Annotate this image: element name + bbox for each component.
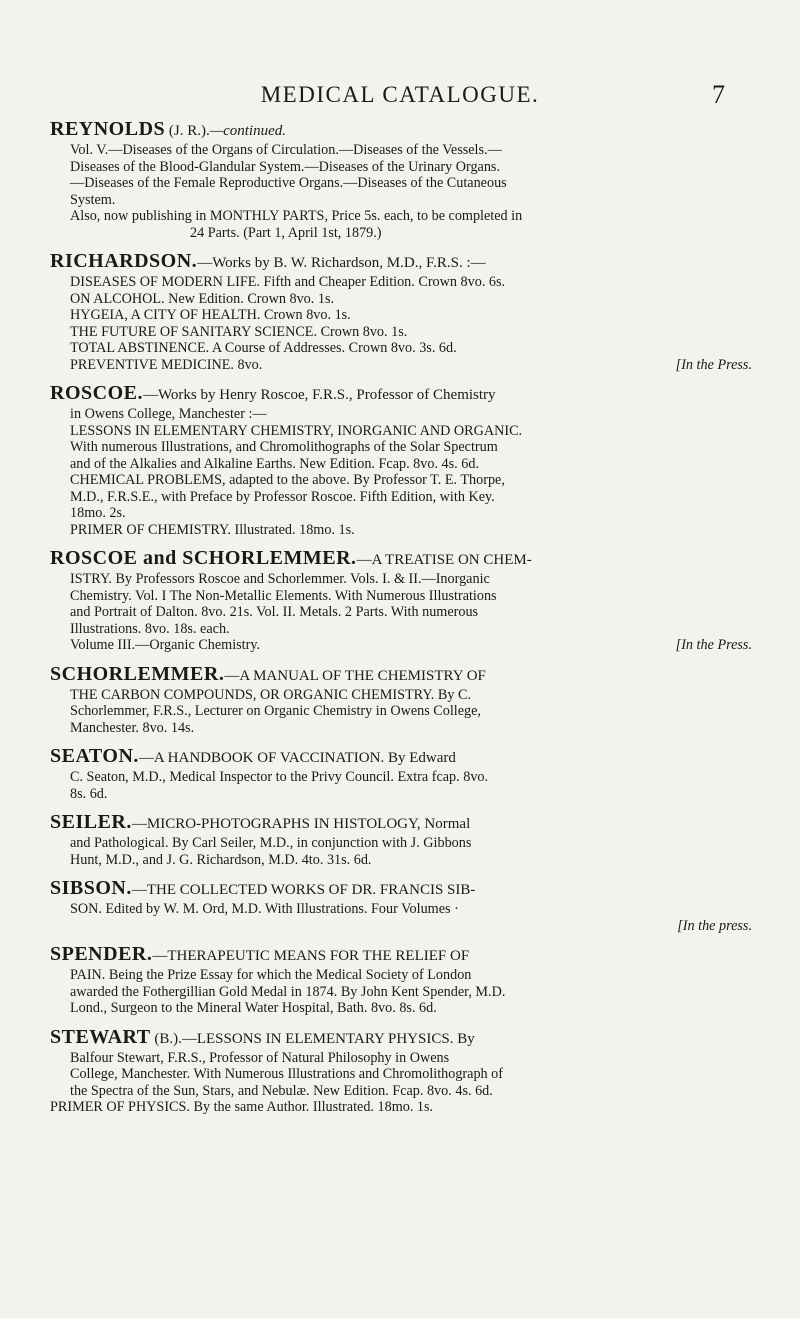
entry-line: ISTRY. By Professors Roscoe and Schorlemmer. Vols. I. & II.—Inorganic (70, 571, 490, 587)
entry-line: THE CARBON COMPOUNDS, OR ORGANIC CHEMISTRY. By C. (70, 686, 471, 703)
entry-line (50, 637, 752, 654)
entry-line: 18mo. 2s. (70, 505, 126, 521)
entry-line: PAIN. Being the Prize Essay for which the Medical Society of London (70, 967, 472, 983)
heading-text: —MICRO-PHOTOGRAPHS IN HISTOLOGY, Normal (131, 816, 471, 832)
entry-heading (50, 663, 752, 687)
entry-spender (50, 943, 752, 1017)
author-name: SEILER. (50, 811, 132, 833)
entry-line: Chemistry. Vol. I The Non-Metallic Elements. With Numerous Illustrations (70, 587, 497, 604)
heading-text: —Works by B. W. Richardson, M.D., F.R.S. :— (197, 255, 486, 271)
entry-line: LESSONS IN ELEMENTARY CHEMISTRY, INORGANIC AND ORGANIC. (70, 422, 523, 439)
entry-line: 24 Parts. (Part 1, April 1st, 1879.) (190, 224, 382, 241)
entry-line (50, 357, 752, 374)
entry-seaton (50, 745, 752, 802)
entry-heading (50, 547, 752, 571)
continued-note: —continued. (209, 123, 286, 139)
entry-line: TOTAL ABSTINENCE. A Course of Addresses. Crown 8vo. 3s. 6d. (70, 340, 457, 356)
page-number: 7 (712, 80, 725, 109)
author-name: SEATON. (50, 745, 139, 767)
entry-line (50, 918, 752, 935)
entry-heading (50, 745, 752, 769)
entry-line: M.D., F.R.S.E., with Preface by Professor Roscoe. Fifth Edition, with Key. (70, 488, 495, 505)
entry-seiler (50, 811, 752, 868)
heading-text: —A TREATISE ON CHEM- (356, 552, 532, 568)
entry-roscoe (50, 382, 752, 538)
entry-heading (50, 118, 752, 142)
entry-stewart (50, 1026, 752, 1116)
heading-text: —A HANDBOOK OF VACCINATION. By Edward (138, 750, 456, 766)
entry-line: and Pathological. By Carl Seiler, M.D., in conjunction with J. Gibbons (70, 835, 472, 851)
entry-line: and Portrait of Dalton. 8vo. 21s. Vol. II. Metals. 2 Parts. With numerous (70, 604, 479, 620)
entry-line: ON ALCOHOL. New Edition. Crown 8vo. 1s. (70, 290, 335, 307)
entry-line: With numerous Illustrations, and Chromolithographs of the Solar Spectrum (70, 439, 498, 455)
author-name: ROSCOE and SCHORLEMMER. (50, 547, 357, 569)
catalogue-entries (50, 118, 752, 1125)
entry-line: Manchester. 8vo. 14s. (70, 719, 195, 736)
entry-heading (50, 877, 752, 901)
entry-line: Diseases of the Blood-Glandular System.—Diseases of the Urinary Organs. (70, 158, 501, 175)
press-note: [In the Press. (675, 637, 752, 653)
entry-line: Schorlemmer, F.R.S., Lecturer on Organic Chemistry in Owens College, (70, 703, 481, 719)
heading-text: —Works by Henry Roscoe, F.R.S., Professor of Chemistry (142, 387, 496, 403)
entry-line: awarded the Fothergillian Gold Medal in 1874. By John Kent Spender, M.D. (70, 983, 506, 1000)
heading-text: —THE COLLECTED WORKS OF DR. FRANCIS SIB- (131, 882, 476, 898)
entry-line: College, Manchester. With Numerous Illustrations and Chromolithograph of (70, 1066, 503, 1082)
author-name: SCHORLEMMER. (50, 662, 225, 685)
entry-line: HYGEIA, A CITY OF HEALTH. Crown 8vo. 1s. (70, 307, 351, 323)
heading-text: (B.).—LESSONS IN ELEMENTARY PHYSICS. By (150, 1030, 475, 1047)
page-bottom-margin (0, 1318, 800, 1329)
heading-text: —A MANUAL OF THE CHEMISTRY OF (224, 667, 486, 684)
entry-richardson (50, 250, 752, 373)
entry-heading (50, 1026, 752, 1050)
entry-schorlemmer (50, 663, 752, 737)
entry-line: DISEASES OF MODERN LIFE. Fifth and Cheaper Edition. Crown 8vo. 6s. (70, 274, 506, 290)
entry-line: Vol. V.—Diseases of the Organs of Circulation.—Diseases of the Vessels.— (70, 142, 502, 158)
entry-sibson (50, 877, 752, 934)
author-name: RICHARDSON. (50, 250, 198, 272)
entry-line: PRIMER OF CHEMISTRY. Illustrated. 18mo. 1s. (70, 521, 355, 538)
running-head (0, 82, 800, 112)
entry-line-text: PREVENTIVE MEDICINE. 8vo. (70, 356, 263, 373)
entry-line: the Spectra of the Sun, Stars, and Nebulæ. New Edition. Fcap. 8vo. 4s. 6d. (70, 1082, 493, 1099)
entry-line: Illustrations. 8vo. 18s. each. (70, 620, 230, 637)
entry-line: System. (70, 191, 116, 208)
author-name: SPENDER. (50, 943, 153, 965)
entry-line: PRIMER OF PHYSICS. By the same Author. Illustrated. 18mo. 1s. (50, 1099, 434, 1115)
entry-line: in Owens College, Manchester :— (70, 406, 267, 422)
author-name: SIBSON. (50, 877, 132, 899)
entry-heading (50, 943, 752, 967)
entry-heading (50, 811, 752, 835)
heading-text: (J. R.). (165, 123, 210, 139)
entry-reynolds (50, 118, 752, 241)
author-name: STEWART (50, 1025, 151, 1048)
entry-line: and of the Alkalies and Alkaline Earths. New Edition. Fcap. 8vo. 4s. 6d. (70, 455, 479, 472)
entry-line: Balfour Stewart, F.R.S., Professor of Natural Philosophy in Owens (70, 1049, 450, 1066)
press-note: [In the Press. (675, 356, 752, 373)
entry-line: Lond., Surgeon to the Mineral Water Hospital, Bath. 8vo. 8s. 6d. (70, 1000, 437, 1016)
author-name: ROSCOE. (50, 382, 143, 404)
running-title: MEDICAL CATALOGUE. (260, 82, 540, 107)
author-name: REYNOLDS (50, 118, 166, 140)
entry-roscoe-schorlemmer (50, 547, 752, 654)
entry-line-text: Volume III.—Organic Chemistry. (70, 637, 261, 653)
entry-line: 8s. 6d. (70, 785, 108, 802)
entry-line: Also, now publishing in MONTHLY PARTS, Price 5s. each, to be completed in (70, 208, 523, 224)
entry-line: SON. Edited by W. M. Ord, M.D. With Illustrations. Four Volumes · (70, 901, 459, 917)
press-note: [In the press. (677, 917, 752, 934)
entry-line: —Diseases of the Female Reproductive Organs.—Diseases of the Cutaneous (70, 175, 507, 191)
entry-line: Hunt, M.D., and J. G. Richardson, M.D. 4to. 31s. 6d. (70, 851, 372, 868)
entry-line: THE FUTURE OF SANITARY SCIENCE. Crown 8vo. 1s. (70, 323, 408, 340)
entry-line: C. Seaton, M.D., Medical Inspector to the Privy Council. Extra fcap. 8vo. (70, 769, 489, 785)
heading-text: —THERAPEUTIC MEANS FOR THE RELIEF OF (152, 948, 470, 964)
entry-heading (50, 382, 752, 406)
entry-line: CHEMICAL PROBLEMS, adapted to the above. By Professor T. E. Thorpe, (70, 472, 505, 488)
entry-heading (50, 250, 752, 274)
